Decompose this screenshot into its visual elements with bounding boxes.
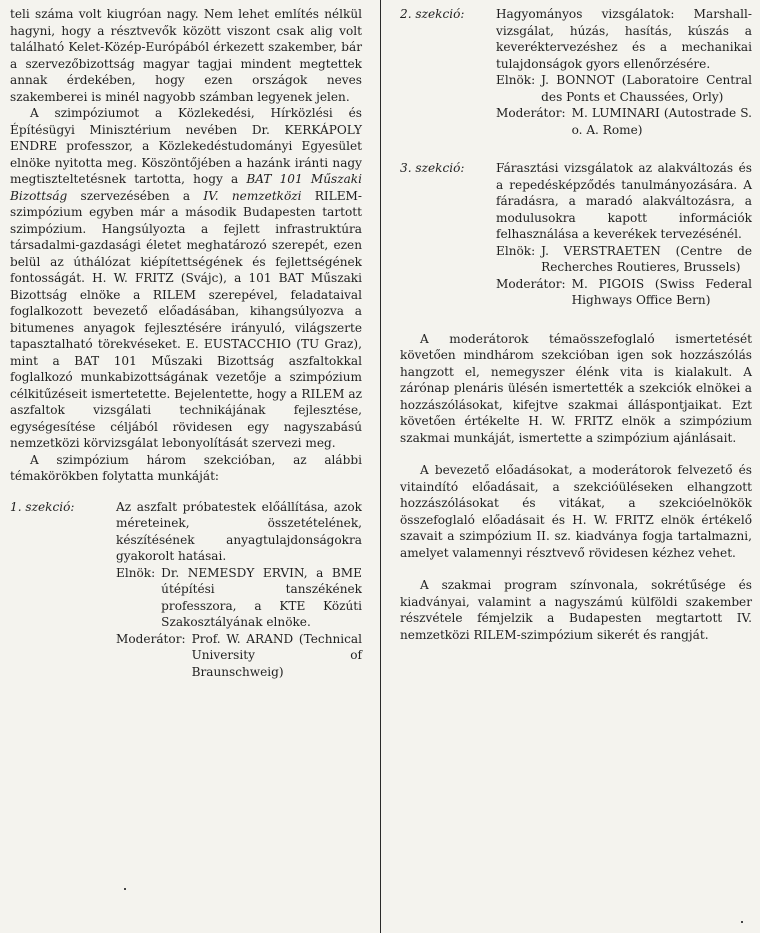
moderator-value: M. LUMINARI (Autostrade S. o. A. Rome) [571,106,752,137]
moderator-value: Prof. W. ARAND (Technical University of Braunschweig) [191,631,362,679]
moderator-label: Moderátor: [116,631,186,646]
paragraph-sections-intro: A szimpózium három szekcióban, az alábbi témakörökben folytatta munkáját: [10,452,362,483]
right-column [400,6,752,643]
section-topic: Az aszfalt próbatestek előállítása, azok méreteinek, összetételének, készítésének anyagtulajdonságokra gyakorolt hatásai. [116,499,362,563]
moderator-value: M. PIGOIS (Swiss Federal Highways Office Bern) [571,276,752,307]
chair-value: J. VERSTRAETEN (Centre de Recherches Routieres, Brussels) [541,243,752,274]
paragraph-intro: teli száma volt kiugróan nagy. Nem lehet említés nélkül hagyni, hogy a résztvevők között viszont csak alig volt található Kelet-Közép-Európából érkezett szakember, bár a szervezőbizottság magyar tagjai mindent megtettek annak érdekében, hogy ezen országok neves szakemberei is minél nagyobb számban legyenek jelen. [10,7,362,104]
section-label: 3. szekció: [400,161,465,175]
section-topic: Fárasztási vizsgálatok az alakváltozás és a repedésképződés tanulmányozására. A fáradásra, a maradó alakváltozásra, a modulusokra kapott információk felhasználása a keverékek tervezésénél. [496,161,752,241]
section-2 [400,6,752,138]
section-1 [10,499,362,681]
paragraph-discussion: A moderátorok témaösszefoglaló ismertetését követően mindhárom szekcióban igen sok hozzászólás hangzott el, nemegyszer élénk vita is kialakult. A zárónap plenáris ülésén ismertették a szekciók elnökei a hozzászólásokat, kifejtve szakmai álláspontjaikat. Ezt követően értékelte H. W. FRITZ elnök a szimpózium szakmai munkáját, ismertette a szimpózium ajánlásait. [400,331,752,445]
chair-label: Elnök: [496,243,536,258]
left-column [10,6,362,680]
chair-label: Elnök: [116,565,156,580]
section-moderator [496,105,752,138]
section-chair [106,565,362,631]
section-chair [496,243,752,276]
chair-value: J. BONNOT (Laboratoire Central des Ponts et Chaussées, Orly) [541,73,752,104]
speck-mark [124,888,126,890]
paragraph-conclusion: A szakmai program színvonala, sokrétűsége és kiadványai, valamint a nagyszámú külföldi szakember részvétele fémjelzik a Budapesten megtartott IV. nemzetközi RILEM-szimpózium sikerét és rangját. [400,578,752,642]
paragraph-publication: A bevezető előadásokat, a moderátorok felvezető és vitaindító előadásait, a szekcióüléseken elhangzott hozzászólásokat és vitákat, a szekcióelnökök összefoglaló előadásait és H. W. FRITZ elnök értékelő szavait a szimpózium II. sz. kiadványa fogja tartalmazni, amelyet valamennyi résztvevő rövidesen kézhez vehet. [400,463,752,560]
chair-value: Dr. NEMESDY ERVIN, a BME útépítési tanszékének professzora, a KTE Közúti Szakosztályának elnöke. [161,565,362,629]
section-moderator [496,276,752,309]
paragraph-opening: A szimpóziumot a Közlekedési, Hírközlési és Építésügyi Minisztérium nevében Dr. KERKÁPOLY ENDRE professzor, a Közlekedéstudományi Egyesület elnöke nyitotta meg. Köszöntőjében a hazánk iránti nagy megtiszteltetésnek tartotta, hogy a BAT 101 Műszaki Bizottság szervezésében a IV. nemzetközi RILEM-szimpózium egyben már a második Budapesten tartott szimpózium. Hangsúlyozta a fejlett infrastruktúra társadalmi-gazdasági életet meghatározó szerepét, ezen belül az úthálózat kiépítettségének és fejlettségének fontosságát. H. W. FRITZ (Svájc), a 101 BAT Műszaki Bizottság elnöke a RILEM szerepével, feladataival foglalkozott bevezető előadásában, kihangsúlyozva a bitumenes anyagok fejlesztésére irányuló, világszerte tapasztalható törekvéseket. E. EUSTACCHIO (TU Graz), mint a BAT 101 Műszaki Bizottság aszfaltokkal foglalkozó munkabizottságának vezetője a szimpózium célkitűzéseit ismertetette. Bejelentette, hogy a RILEM az aszfaltok vizsgálati technikájának fejlesztése, egységesítése céljából rövidesen egy nagyszabású nemzetközi körvizsgálat lebonyolítását szervezi meg. [10,106,362,450]
moderator-label: Moderátor: [496,106,566,120]
section-label: 1. szekció: [10,499,75,514]
section-3 [400,160,752,309]
section-topic: Hagyományos vizsgálatok: Marshall-vizsgálat, húzás, hasítás, kúszás a keveréktervezéshez és a mechanikai tulajdonságok gyors ellenőrzésére. [496,7,752,71]
section-label: 2. szekció: [400,7,465,21]
section-moderator [106,631,362,681]
chair-label: Elnök: [496,73,536,87]
speck-mark [741,921,743,923]
column-divider [380,0,381,933]
moderator-label: Moderátor: [496,276,566,291]
section-chair [496,72,752,105]
